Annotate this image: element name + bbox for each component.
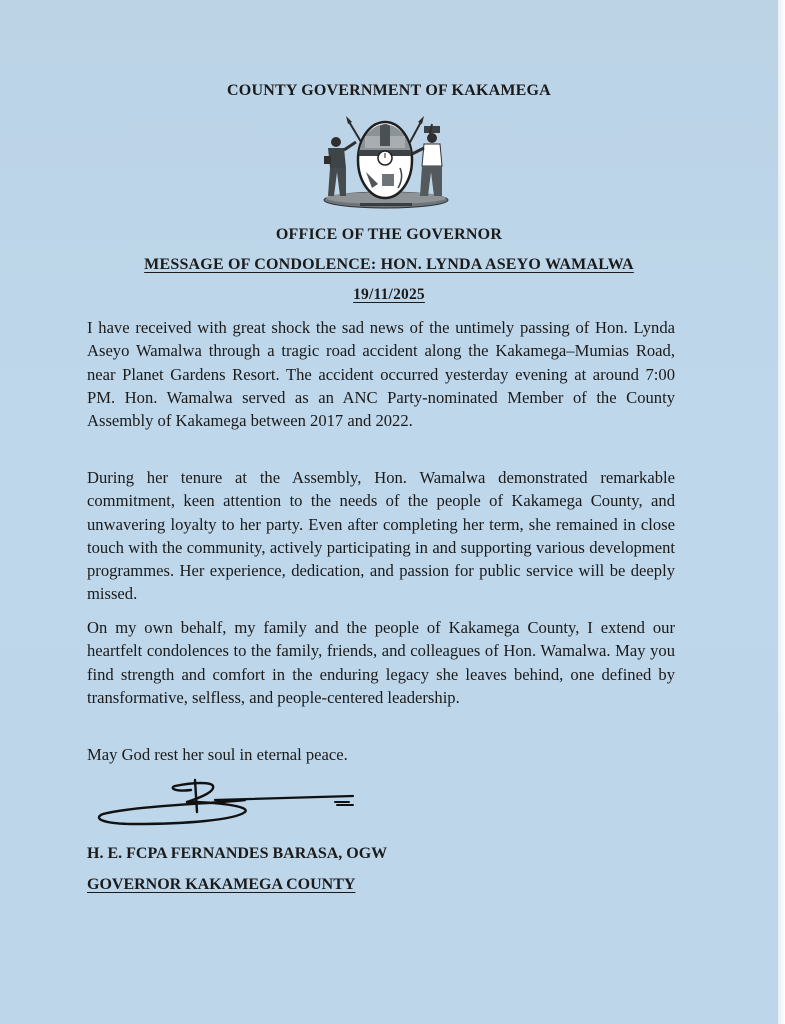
office-heading: OFFICE OF THE GOVERNOR [275,226,503,243]
paragraph-tenure: During her tenure at the Assembly, Hon. Wamalwa demonstrated remarkable commitment, keen attention to the needs of the people of Kakamega County, and unwavering loyalty to her party. Even after completing her term, she remained in close touch with the community, actively participating in and supporting various development programmes. Her experience, dedication, and passion for public service will be deeply missed. [87,468,675,604]
paragraph-closing: May God rest her soul in eternal peace. [87,745,348,764]
signatory-name: H. E. FCPA FERNANDES BARASA, OGW [87,845,388,862]
page-right-edge [778,0,785,1024]
signatory-title: GOVERNOR KAKAMEGA COUNTY [87,876,356,893]
document-date: 19/11/2025 [353,286,425,303]
paragraph-condolences: On my own behalf, my family and the people of Kakamega County, I extend our heartfelt condolences to the family, friends, and colleagues of Hon. Wamalwa. May you find strength and comfort in the enduring legacy she leaves behind, one defined by transformative, selfless, and people-centered leadership. [87,618,675,707]
document-title: MESSAGE OF CONDOLENCE: HON. LYNDA ASEYO WAMALWA [144,256,634,273]
county-heading: COUNTY GOVERNMENT OF KAKAMEGA [227,82,551,99]
signature-icon [95,778,365,826]
coat-of-arms-icon [318,112,453,212]
paragraph-announcement: I have received with great shock the sad news of the untimely passing of Hon. Lynda Aseyo Wamalwa through a tragic road accident along the Kakamega–Mumias Road, near Planet Gardens Resort. The accident occurred yesterday evening at around 7:00 PM. Hon. Wamalwa served as an ANC Party-nominated Member of the County Assembly of Kakamega between 2017 and 2022. [87,318,675,431]
